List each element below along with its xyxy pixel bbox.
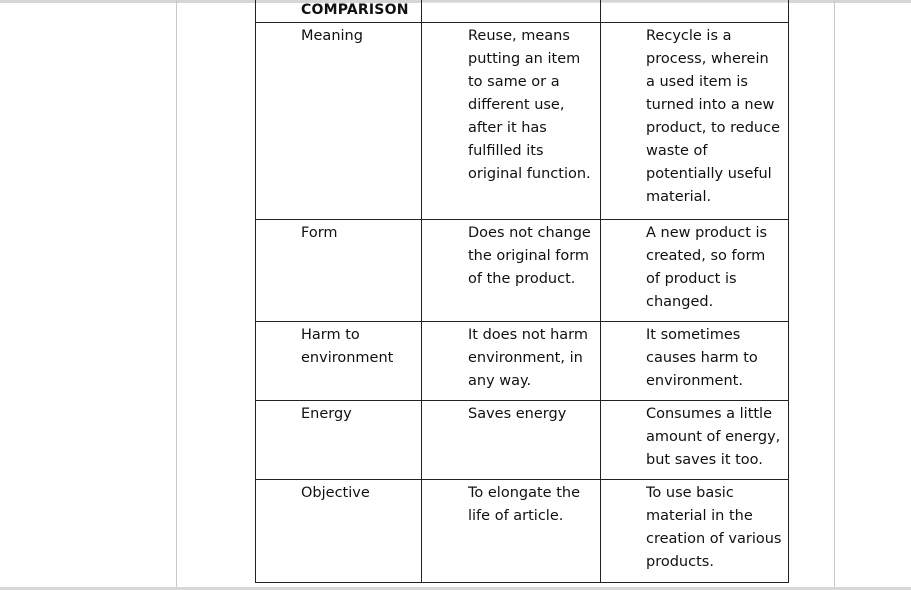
- reuse-cell: Does not change the original form of the product.: [422, 219, 601, 321]
- table-row: [256, 22, 789, 219]
- row-label: Harm to environment: [256, 321, 422, 400]
- reuse-cell: Saves energy: [422, 400, 601, 479]
- reuse-cell: To elongate the life of article.: [422, 479, 601, 582]
- table-row: [256, 479, 789, 582]
- recycle-cell: Recycle is a process, wherein a used item is turned into a new product, to reduce waste of potentially useful material.: [601, 22, 789, 219]
- header-cell-recycle: [601, 0, 789, 22]
- header-comparison: COMPARISON: [301, 2, 409, 18]
- comparison-table: [255, 0, 789, 583]
- reuse-cell: Reuse, means putting an item to same or a different use, after it has fulfilled its original function.: [422, 22, 601, 219]
- row-label: Meaning: [256, 22, 422, 219]
- recycle-cell: A new product is created, so form of product is changed.: [601, 219, 789, 321]
- recycle-cell: Consumes a little amount of energy, but saves it too.: [601, 400, 789, 479]
- recycle-cell: To use basic material in the creation of various products.: [601, 479, 789, 582]
- reuse-cell: It does not harm environment, in any way.: [422, 321, 601, 400]
- header-cell-reuse: [422, 0, 601, 22]
- page-right-edge: [834, 0, 835, 590]
- row-label: Energy: [256, 400, 422, 479]
- page-left-edge: [176, 0, 177, 590]
- table-row: [256, 400, 789, 479]
- recycle-cell: It sometimes causes harm to environment.: [601, 321, 789, 400]
- header-cell-basis: [256, 0, 422, 22]
- row-label: Form: [256, 219, 422, 321]
- table-row: [256, 219, 789, 321]
- table-header-row: [256, 0, 789, 22]
- table-row: [256, 321, 789, 400]
- row-label: Objective: [256, 479, 422, 582]
